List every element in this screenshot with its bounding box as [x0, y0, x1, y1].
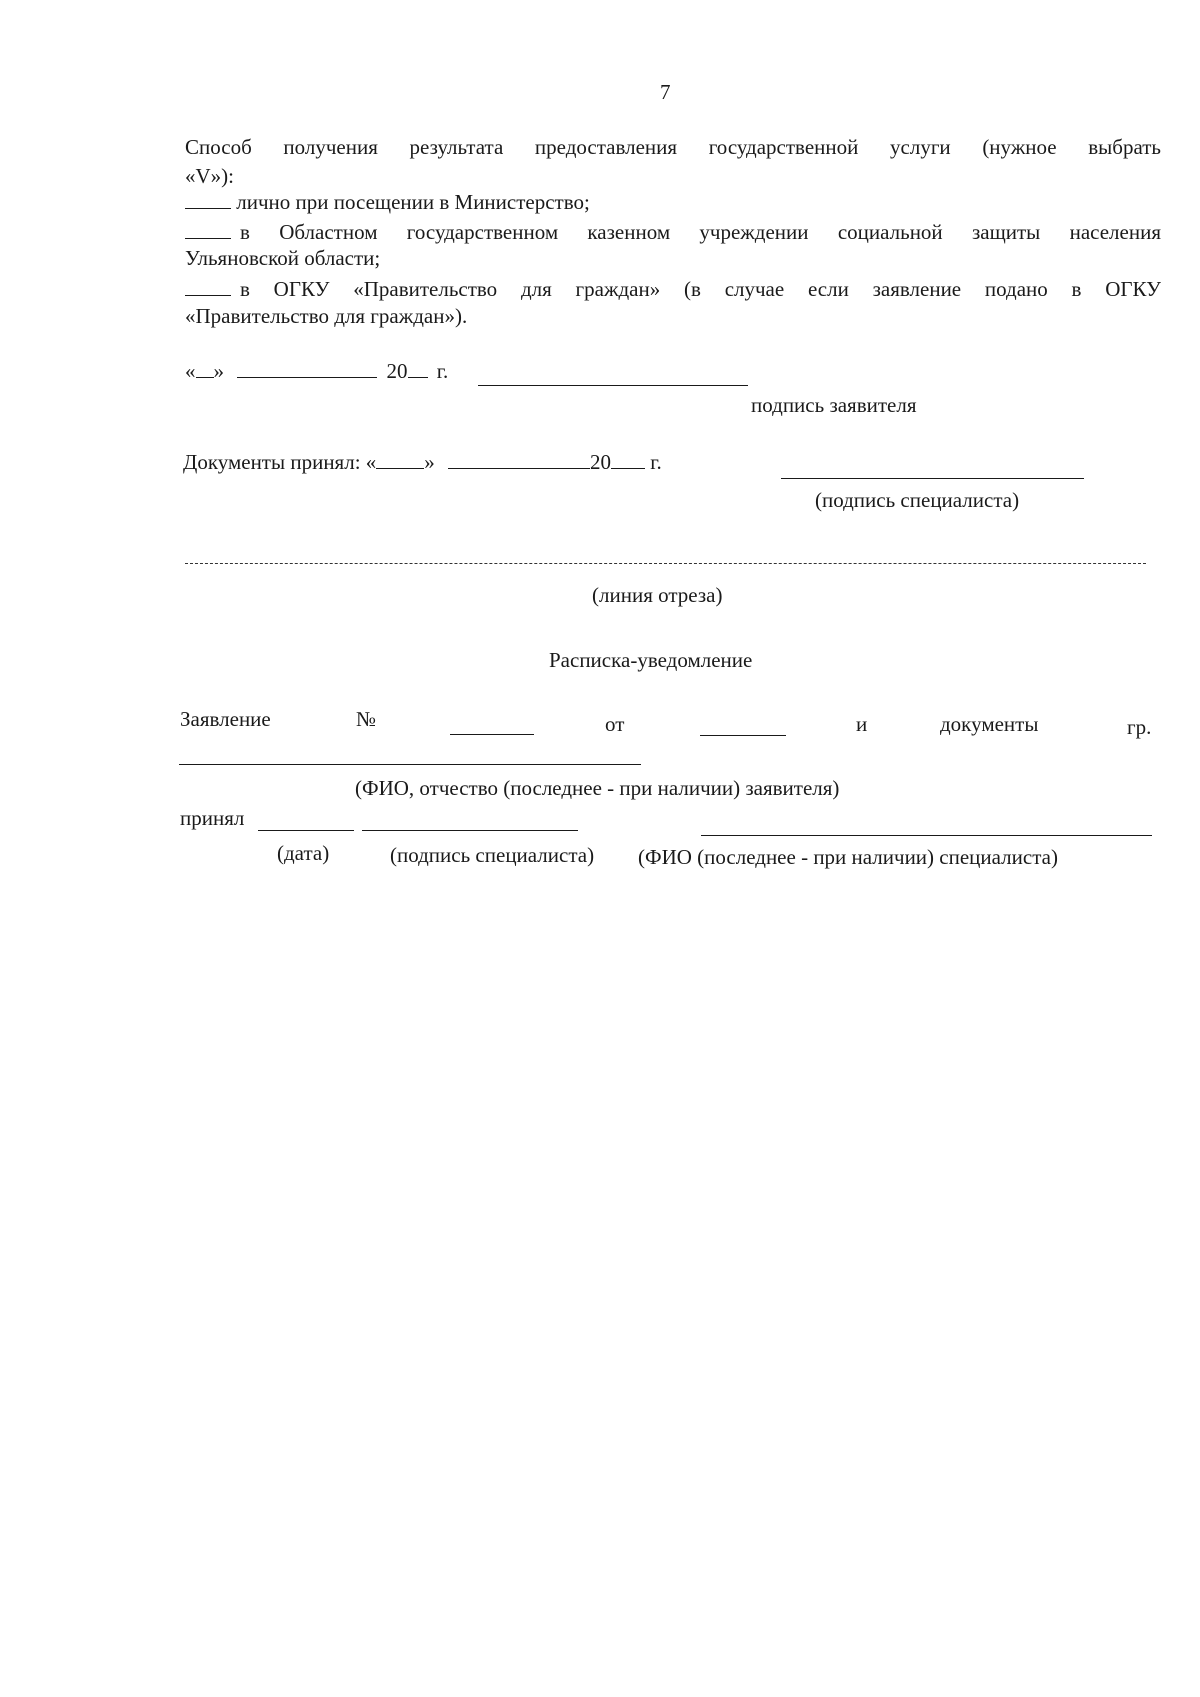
- applicant-signature-caption: подпись заявителя: [751, 393, 917, 417]
- receipt-accepted-label: принял: [180, 806, 245, 830]
- receipt-number-field[interactable]: [450, 734, 534, 735]
- receipt-specialist-sign-caption: (подпись специалиста): [390, 843, 595, 867]
- receipt-date-signed-field[interactable]: [258, 830, 354, 831]
- method-intro-line1: Способ получения результата предоставления государственной услуги (нужное выбрать: [185, 135, 1161, 159]
- option-regional-checkbox-line[interactable]: [185, 220, 231, 239]
- option-regional-checkbox[interactable]: [185, 220, 231, 244]
- option-regional-label-line2: Ульяновской области;: [185, 246, 381, 270]
- receipt-date-caption: (дата): [277, 841, 330, 865]
- applicant-year-suffix: г.: [436, 359, 449, 383]
- accepted-row: [183, 450, 662, 474]
- receipt-word-documents: документы: [940, 712, 1039, 736]
- method-intro-line2: «V»):: [185, 164, 234, 188]
- receipt-specialist-name-caption: (ФИО (последнее - при наличии) специалиста): [638, 845, 1058, 869]
- receipt-date-field[interactable]: [700, 735, 786, 736]
- accepted-day-field[interactable]: [376, 450, 424, 469]
- option-in-person: [185, 190, 590, 214]
- receipt-applicant-caption: (ФИО, отчество (последнее - при наличии) заявителя): [355, 776, 840, 800]
- receipt-title: Расписка-уведомление: [549, 648, 753, 672]
- applicant-month-field[interactable]: [237, 359, 377, 378]
- receipt-applicant-name-field[interactable]: [179, 764, 641, 765]
- option-gov-center-label-line2: «Правительство для граждан»).: [185, 304, 468, 328]
- applicant-day-field[interactable]: [196, 359, 214, 378]
- option-in-person-checkbox-line[interactable]: [185, 190, 231, 209]
- receipt-word-number: №: [356, 707, 377, 731]
- accepted-signature-caption: (подпись специалиста): [815, 488, 1020, 512]
- cut-line-caption: (линия отреза): [592, 583, 723, 607]
- accepted-label: Документы принял: «: [183, 450, 377, 474]
- page-number: 7: [660, 80, 671, 104]
- accepted-signature-field[interactable]: [781, 478, 1084, 479]
- accepted-quote-close: »: [424, 450, 435, 474]
- receipt-specialist-signature-field[interactable]: [362, 830, 578, 831]
- accepted-year-suffix: г.: [650, 450, 662, 474]
- applicant-date-row: [185, 359, 448, 383]
- cut-line: [185, 563, 1146, 564]
- applicant-signature-field[interactable]: [478, 385, 748, 386]
- option-regional-label-line1: в Областном государственном казенном учреждении социальной защиты населения: [240, 220, 1161, 244]
- option-gov-center-checkbox[interactable]: [185, 277, 231, 301]
- applicant-year-prefix: 20: [386, 359, 408, 383]
- accepted-year-field[interactable]: [611, 450, 645, 469]
- applicant-date-quote-close: »: [213, 359, 224, 383]
- option-in-person-label: лично при посещении в Министерство;: [236, 190, 590, 214]
- applicant-date-quote-open: «: [185, 359, 196, 383]
- accepted-month-field[interactable]: [448, 450, 590, 469]
- receipt-specialist-name-field[interactable]: [701, 835, 1152, 836]
- receipt-word-from: от: [605, 712, 625, 736]
- receipt-word-citizen: гр.: [1127, 715, 1152, 739]
- applicant-year-field[interactable]: [408, 359, 428, 378]
- option-gov-center-label-line1: в ОГКУ «Правительство для граждан» (в случае если заявление подано в ОГКУ: [240, 277, 1161, 301]
- receipt-word-and: и: [856, 712, 868, 736]
- receipt-word-application: Заявление: [180, 707, 271, 731]
- accepted-year-prefix: 20: [590, 450, 612, 474]
- option-gov-center-checkbox-line[interactable]: [185, 277, 231, 296]
